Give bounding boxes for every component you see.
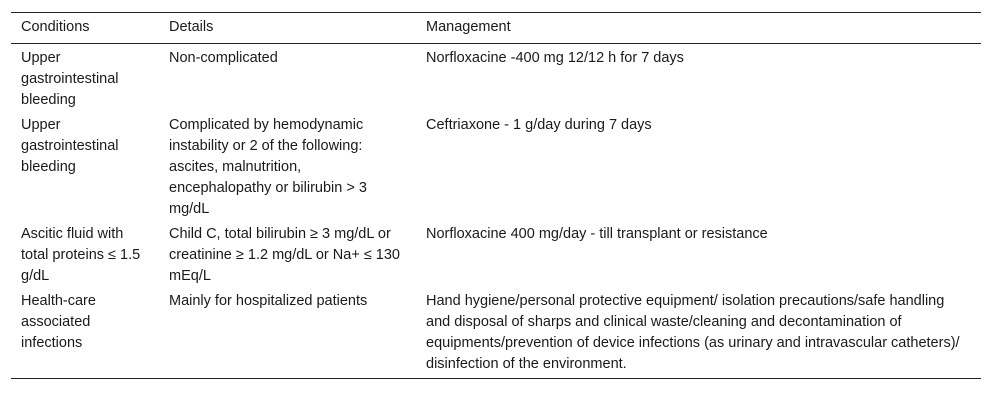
table-header — [11, 13, 981, 44]
cell-condition: Health-care associated infections — [11, 287, 159, 379]
cell-condition: Ascitic fluid with total proteins ≤ 1.5 g/dL — [21, 226, 141, 284]
cell-management: Hand hygiene/personal protective equipment/ isolation precautions/safe handling and disposal of sharps and clinical waste/cleaning and decontamination of equipments/prevention of device infections (as urinary and intravascular catheters)/ disinfection of the environment. — [416, 287, 981, 379]
table-row — [11, 44, 981, 112]
cell-details: Non-complicated — [169, 50, 278, 66]
header-conditions: Conditions — [11, 13, 159, 44]
header-management: Management — [416, 13, 981, 44]
header-row — [11, 13, 981, 44]
cell-management: Ceftriaxone - 1 g/day during 7 days — [426, 117, 652, 133]
cell-condition: Upper gastrointestinal bleeding — [21, 50, 119, 108]
table-row — [11, 111, 981, 220]
table-body — [11, 44, 981, 379]
cell-details: Mainly for hospitalized patients — [159, 287, 416, 379]
cell-details: Child C, total bilirubin ≥ 3 mg/dL or creatinine ≥ 1.2 mg/dL or Na+ ≤ 130 mEq/L — [169, 226, 400, 284]
table-row — [11, 220, 981, 287]
table-container — [11, 12, 981, 379]
cell-management: Norfloxacine 400 mg/day - till transplant or resistance — [426, 226, 768, 242]
table-row — [11, 287, 981, 379]
cell-condition: Upper gastrointestinal bleeding — [21, 117, 119, 175]
management-table — [11, 12, 981, 379]
header-details: Details — [159, 13, 416, 44]
cell-details: Complicated by hemodynamic instability or 2 of the following: ascites, malnutrition, encephalopathy or bilirubin > 3 mg/dL — [169, 117, 367, 217]
cell-management: Norfloxacine -400 mg 12/12 h for 7 days — [426, 50, 684, 66]
